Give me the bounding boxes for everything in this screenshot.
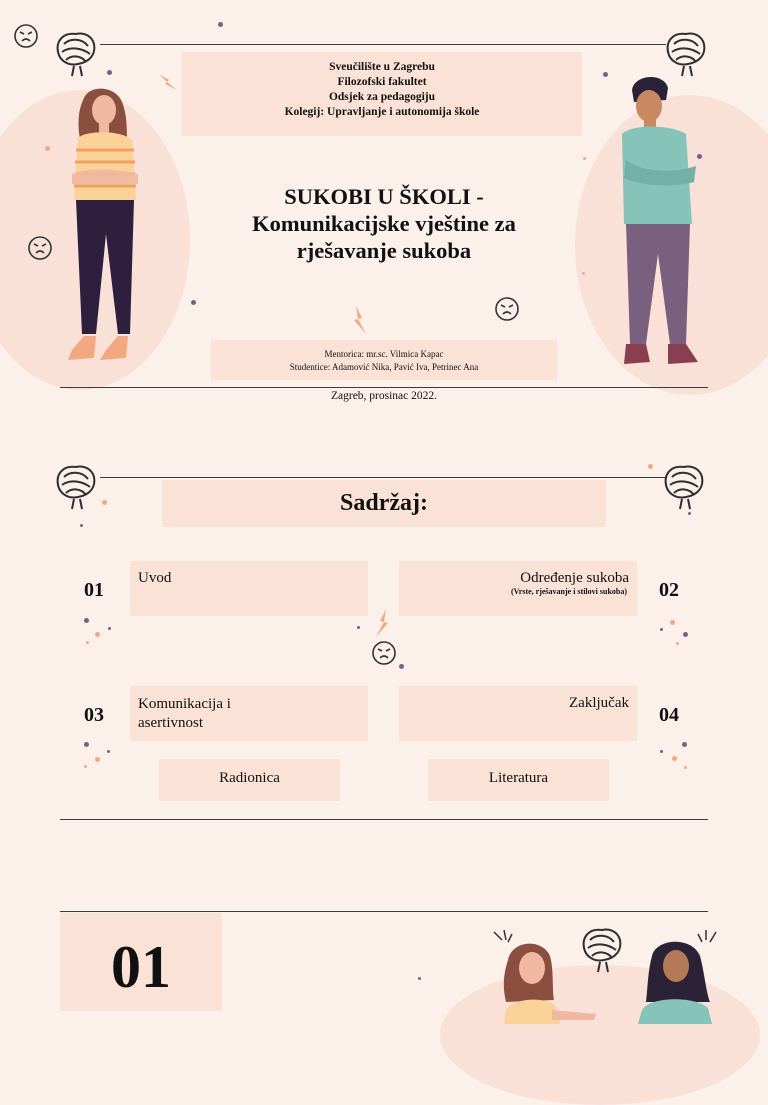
- toc-item-odredenje-sukoba[interactable]: [399, 561, 637, 616]
- top-rule: [60, 911, 708, 912]
- toc-item-label: Određenje sukoba: [520, 570, 629, 586]
- decor-dot: [95, 757, 100, 762]
- decor-dot: [108, 627, 111, 630]
- students-text: Studentice: Adamović Nika, Pavić Iva, Petrinec Ana: [289, 362, 479, 372]
- university-name: Sveučilište u Zagrebu: [329, 61, 435, 73]
- section-number-box: [60, 913, 222, 1011]
- toc-item-literatura[interactable]: [428, 759, 609, 801]
- title-line: rješavanje sukoba: [296, 238, 472, 263]
- decor-dot: [80, 524, 83, 527]
- brain-scribble-icon: [52, 461, 100, 513]
- decor-dot: [682, 742, 687, 747]
- toc-item-uvod[interactable]: [130, 561, 368, 616]
- decor-dot: [107, 750, 110, 753]
- item-number: 04: [659, 704, 679, 726]
- decor-dot: [399, 664, 404, 669]
- decor-dot: [670, 620, 675, 625]
- item-number: 01: [84, 579, 104, 601]
- decor-dot: [102, 500, 107, 505]
- decor-dot: [660, 750, 663, 753]
- department-name: Odsjek za pedagogiju: [328, 91, 436, 103]
- mentor-text: Mentorica: mr.sc. Vilmica Kapac: [324, 349, 444, 359]
- place-date: Zagreb, prosinac 2022.: [330, 390, 438, 402]
- presentation-title: [200, 183, 568, 264]
- item-number: 02: [659, 579, 679, 601]
- toc-item-label: Komunikacija i asertivnost: [138, 696, 231, 731]
- angry-face-icon: [495, 297, 519, 321]
- divider: [60, 819, 708, 820]
- title-line: SUKOBI U ŠKOLI -: [284, 184, 484, 209]
- top-rule: [100, 44, 666, 45]
- top-rule: [100, 477, 666, 478]
- toc-item-label: Uvod: [138, 570, 172, 586]
- toc-item-label: Zaključak: [569, 695, 629, 711]
- decor-dot: [603, 72, 608, 77]
- angry-face-icon: [372, 641, 396, 665]
- divider: [60, 387, 708, 388]
- decor-dot: [84, 765, 87, 768]
- angry-face-icon: [14, 24, 38, 48]
- decor-dot: [660, 628, 663, 631]
- toc-item-label: Radionica: [219, 770, 280, 786]
- faculty-name: Filozofski fakultet: [337, 76, 427, 88]
- lightning-icon: [157, 70, 179, 92]
- decor-dot: [582, 272, 585, 275]
- authors-box: [211, 340, 557, 380]
- lightning-icon: [352, 306, 370, 334]
- item-number: 03: [84, 704, 104, 726]
- brain-scribble-icon: [662, 28, 710, 80]
- toc-item-sublabel: (Vrste, rješavanje i stilovi sukoba): [510, 587, 627, 596]
- brain-scribble-icon: [52, 28, 100, 80]
- decor-dot: [84, 618, 89, 623]
- toc-item-label: Literatura: [488, 770, 549, 786]
- contents-heading-box: [162, 480, 606, 527]
- decor-dot: [45, 146, 50, 151]
- woman-pointing-illustration: [498, 940, 598, 1024]
- decor-dot: [583, 157, 586, 160]
- decor-dot: [683, 632, 688, 637]
- decor-dot: [672, 756, 677, 761]
- decor-dot: [688, 512, 691, 515]
- angry-face-icon: [28, 236, 52, 260]
- lightning-icon: [372, 609, 390, 637]
- woman-illustration: [60, 88, 144, 370]
- decor-dot: [86, 641, 89, 644]
- decor-dot: [676, 642, 679, 645]
- course-name: Kolegij: Upravljanje i autonomija škole: [284, 106, 480, 118]
- toc-item-komunikacija[interactable]: [130, 686, 368, 741]
- title-line: Komunikacijske vještine za: [252, 211, 516, 236]
- man-illustration: [612, 74, 710, 370]
- section-number: 01: [111, 934, 171, 1000]
- decor-dot: [191, 300, 196, 305]
- decor-dot: [107, 70, 112, 75]
- decor-dot: [95, 632, 100, 637]
- institution-box: [182, 52, 582, 136]
- decor-dot: [418, 977, 421, 980]
- toc-item-radionica[interactable]: [159, 759, 340, 801]
- decor-dot: [684, 766, 687, 769]
- decor-dot: [84, 742, 89, 747]
- decor-dot: [218, 22, 223, 27]
- decor-dot: [357, 626, 360, 629]
- toc-item-zakljucak[interactable]: [399, 686, 637, 741]
- contents-heading: Sadržaj:: [340, 490, 428, 516]
- brain-scribble-icon: [660, 461, 708, 513]
- woman-illustration: [636, 940, 716, 1024]
- decor-dot: [648, 464, 653, 469]
